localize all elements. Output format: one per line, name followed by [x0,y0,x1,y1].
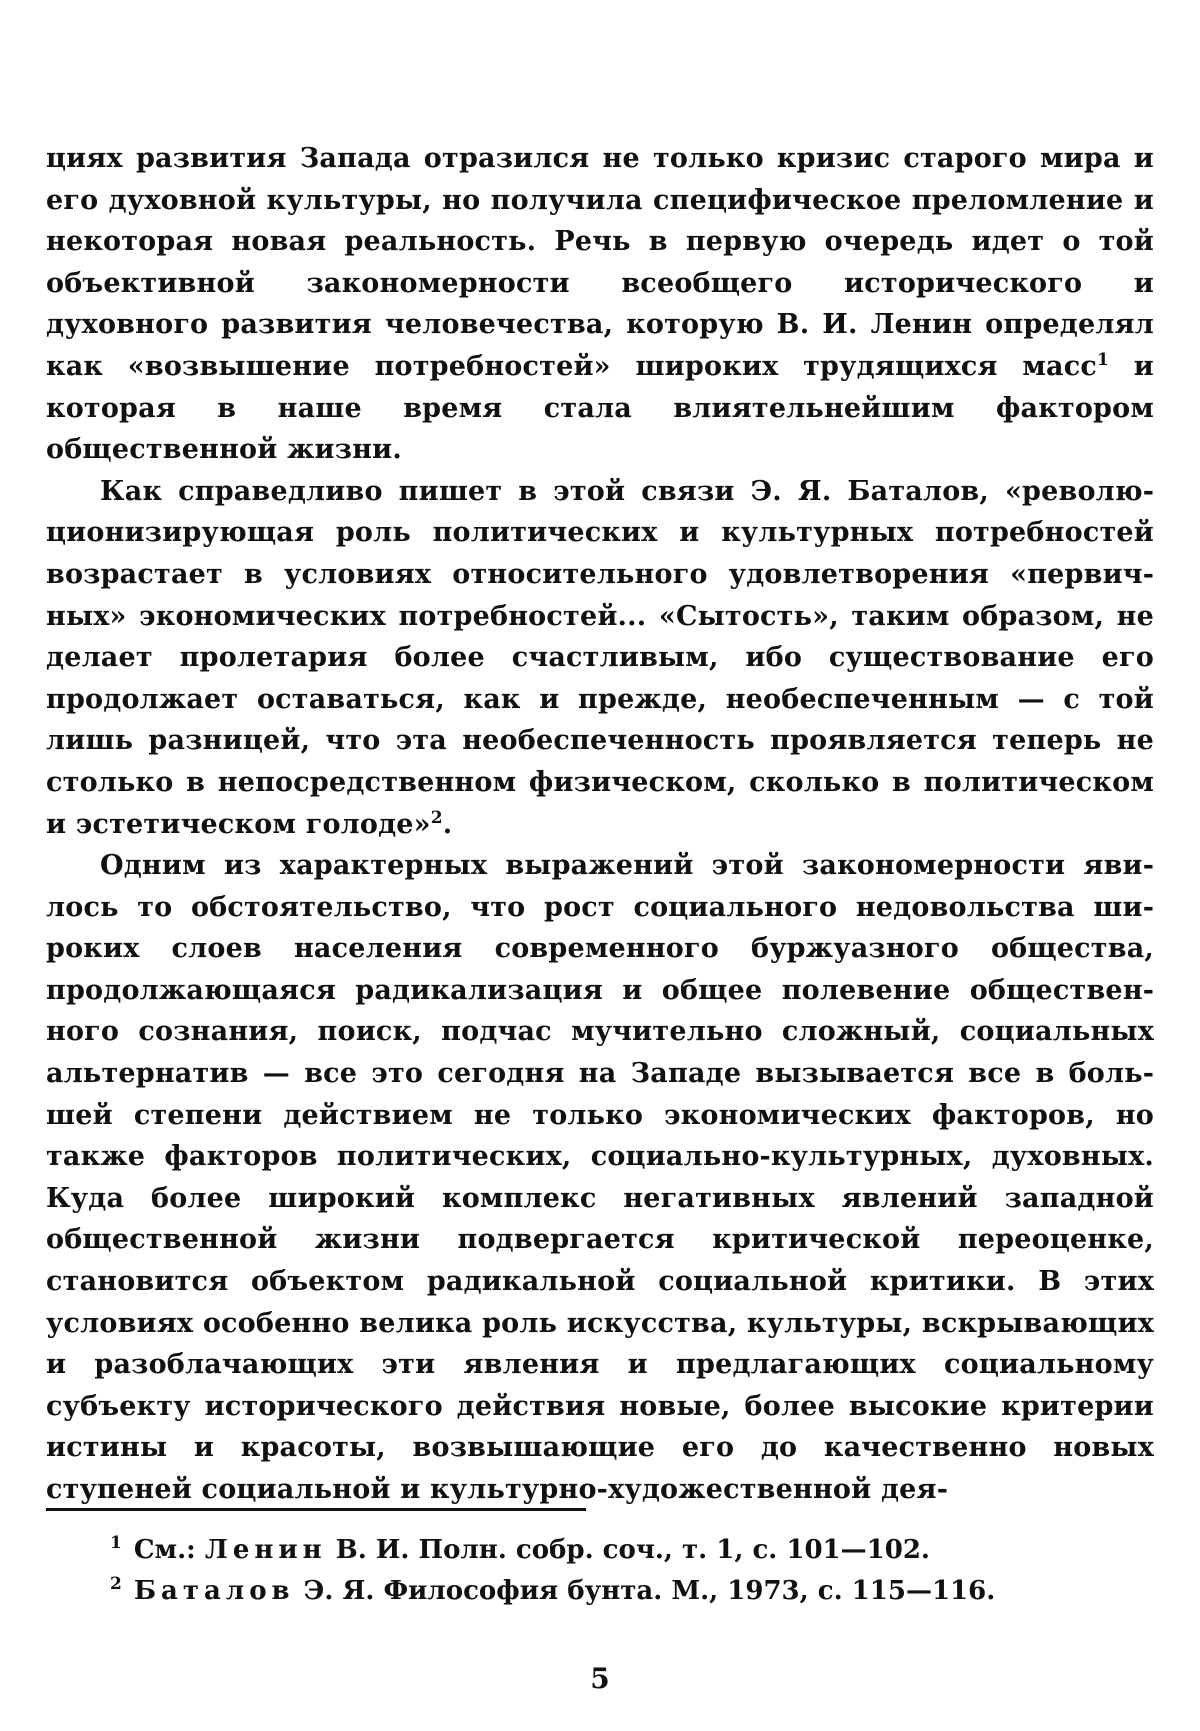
text-run: и которая в наше время стала влиятельнейшим фактором общественной жизни. [46,350,1154,466]
footnote-prefix: См.: [133,1535,205,1565]
text-run: Как справедливо пишет в этой связи Э. Я. Баталов, «революционизирующая роль политических и культурных потребностей возрастает в условиях относительного удовлетворения «первичных» экономических потребностей... «Сытость», таким образом, не делает пролетария более счастливым, ибо существование его продолжает оставаться, как и прежде, необеспеченным — с той лишь разницей, что эта необеспеченность проявляется теперь не столько в непосредственном физическом, сколько в политическом и эстетическом голоде» [46,475,1154,840]
footnote-author: Ленин [204,1535,327,1565]
footnote-divider [46,1508,586,1511]
page-number: 5 [590,1662,610,1695]
footnote-citation: Э. Я. Философия бунта. М., 1973, с. 115—116. [294,1576,996,1606]
footnote-marker: 2 [110,1574,122,1595]
paragraph-3 [46,845,1154,1511]
footnote-marker: 1 [110,1533,122,1554]
text-run: . [442,808,453,840]
text-run: циях развития Запада отразился не только кризис старого мира и его духовной культуры, но получила специфическое преломление и некоторая новая реальность. Речь в первую очередь идет о той объективной закономерности всеобщего исторического и духовного развития человечества, которую В. И. Ленин определял как «возвышение потребностей» широких трудящихся масс [46,143,1154,382]
footnote-citation: В. И. Полн. собр. соч., т. 1, с. 101—102. [326,1535,930,1565]
text-run: Одним из характерных выражений этой закономерности явилось то обстоятельство, что рост социального недовольства широких слоев населения современного буржуазного общества, продолжающаяся радикализация и общее полевение общественного сознания, поиск, подчас мучительно сложный, социальных альтернатив — все это сегодня на Западе вызывается все в большей степени действием не только экономических факторов, но также факторов политических, социально-культурных, духовных. Куда более широкий комплекс негативных явлений западной общественной жизни подвергается критической переоценке, становится объектом радикальной социальной критики. В этих условиях особенно велика роль искусства, культуры, вскрывающих и разоблачающих эти явления и предлагающих социальному субъекту исторического действия новые, более высокие критерии истины и красоты, возвышающие его до качественно новых ступеней социальной и культурно-художественной дея- [46,850,1154,1505]
footnote-1 [110,1530,1150,1571]
footnote-2 [110,1571,1150,1612]
footnote-reference: 1 [1097,349,1110,370]
paragraph-2 [46,471,1154,845]
footnote-reference: 2 [430,807,443,828]
footnote-author: Баталов [133,1576,295,1606]
paragraph-1 [46,138,1154,471]
main-text [46,138,1154,1511]
footnotes [110,1530,1150,1612]
